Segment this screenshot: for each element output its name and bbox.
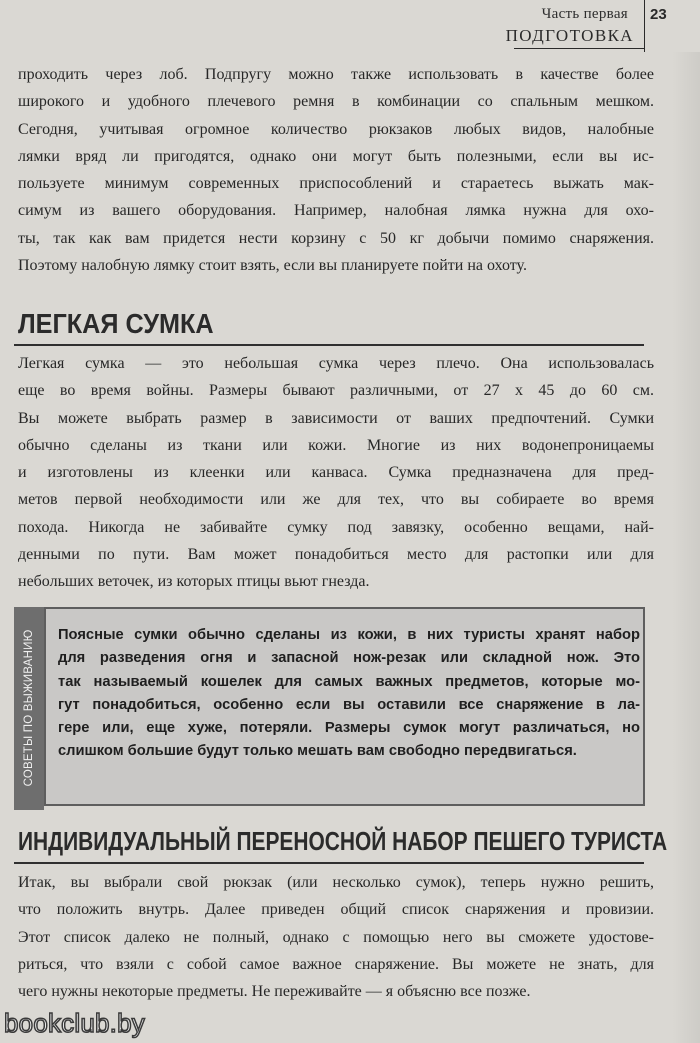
text-line: чего нужны некоторые предметы. Не переживайте — я объясню все позже. bbox=[18, 983, 531, 1001]
section-heading-light-bag: ЛЕГКАЯ СУМКА bbox=[18, 308, 214, 339]
survival-tip-label: СОВЕТЫ ПО ВЫЖИВАНИЮ bbox=[23, 629, 35, 787]
text-line: пользуете минимум современных приспособлений и стараетесь выжать мак- bbox=[18, 175, 654, 193]
running-header-section: ПОДГОТОВКА bbox=[505, 26, 634, 45]
text-line: метов первой необходимости или же для тех, что вы собираете во время bbox=[18, 491, 654, 509]
text-line: гут понадобиться, особенно если вы оставили все снаряжение в ла- bbox=[58, 696, 640, 713]
text-line: ты, так как вам придется нести корзину с 50 кг добычи помимо снаряжения. bbox=[18, 229, 654, 247]
text-line: что положить внутрь. Далее приведен общий список снаряжения и провизии. bbox=[18, 901, 654, 919]
text-line: для разведения огня и запасной нож-резак или складной нож. Это bbox=[58, 650, 640, 667]
heading-rule bbox=[14, 862, 644, 864]
text-line: Легкая сумка — это небольшая сумка через плечо. Она использовалась bbox=[18, 355, 654, 372]
text-line: небольших веточек, из которых птицы вьют гнезда. bbox=[18, 573, 370, 591]
text-line: лямки вряд ли пригодятся, однако они могут быть полезными, если вы ис- bbox=[18, 147, 654, 165]
text-line: слишком большие будут только мешать вам свободно передвигаться. bbox=[58, 743, 577, 760]
text-line: обычно сделаны из ткани или кожи. Многие из них водонепроницаемы bbox=[18, 436, 654, 454]
running-header-chapter: Часть первая bbox=[541, 6, 628, 22]
text-line: Этот список далеко не полный, однако с помощью него вы сможете удостове- bbox=[18, 928, 654, 946]
survival-tip-text bbox=[58, 624, 640, 764]
page-edge-shadow bbox=[672, 52, 700, 1043]
hiker-kit-paragraph bbox=[18, 869, 654, 1005]
watermark: bookclub.by bbox=[4, 1008, 145, 1038]
text-line: так называемый кошелек для самых важных предметов, которые мо- bbox=[58, 673, 640, 690]
header-rule bbox=[514, 48, 644, 49]
light-bag-paragraph bbox=[18, 350, 654, 596]
text-line: еще во время войны. Размеры бывают различными, от 27 х 45 до 60 см. bbox=[18, 382, 654, 400]
intro-paragraph bbox=[18, 61, 654, 279]
text-line: Поясные сумки обычно сделаны из кожи, в них туристы хранят набор bbox=[58, 627, 640, 643]
text-line: похода. Никогда не забивайте сумку под завязку, особенно вещами, най- bbox=[18, 518, 654, 536]
heading-rule bbox=[14, 344, 644, 346]
text-line: Итак, вы выбрали свой рюкзак (или несколько сумок), теперь нужно решить, bbox=[18, 874, 654, 891]
text-line: Вы можете выбрать размер в зависимости от ваших предпочтений. Сумки bbox=[18, 409, 654, 427]
text-line: проходить через лоб. Подпругу можно также использовать в качестве более bbox=[18, 66, 654, 83]
text-line: Поэтому налобную лямку стоит взять, если вы планируете пойти на охоту. bbox=[18, 257, 527, 275]
page-number: 23 bbox=[650, 6, 667, 23]
text-line: симум из вашего оборудования. Например, налобная лямка нужна для охо- bbox=[18, 202, 654, 220]
header-divider bbox=[644, 0, 645, 52]
text-line: Сегодня, учитывая огромное количество рюкзаков любых видов, налобные bbox=[18, 120, 654, 138]
section-heading-hiker-kit: ИНДИВИДУАЛЬНЫЙ ПЕРЕНОСНОЙ НАБОР ПЕШЕГО ТУРИСТА bbox=[18, 826, 668, 856]
text-line: денными по пути. Вам может понадобиться место для растопки или для bbox=[18, 546, 654, 564]
text-line: широкого и удобного плечевого ремня в комбинации со спальным мешком. bbox=[18, 93, 654, 111]
text-line: гере или, еще хуже, потеряли. Размеры сумок могут различаться, но bbox=[58, 720, 640, 737]
text-line: и изготовлены из клеенки или канваса. Сумка предназначена для пред- bbox=[18, 464, 654, 482]
text-line: риться, что взяли с собой самое важное снаряжение. Вы можете не знать, для bbox=[18, 955, 654, 973]
